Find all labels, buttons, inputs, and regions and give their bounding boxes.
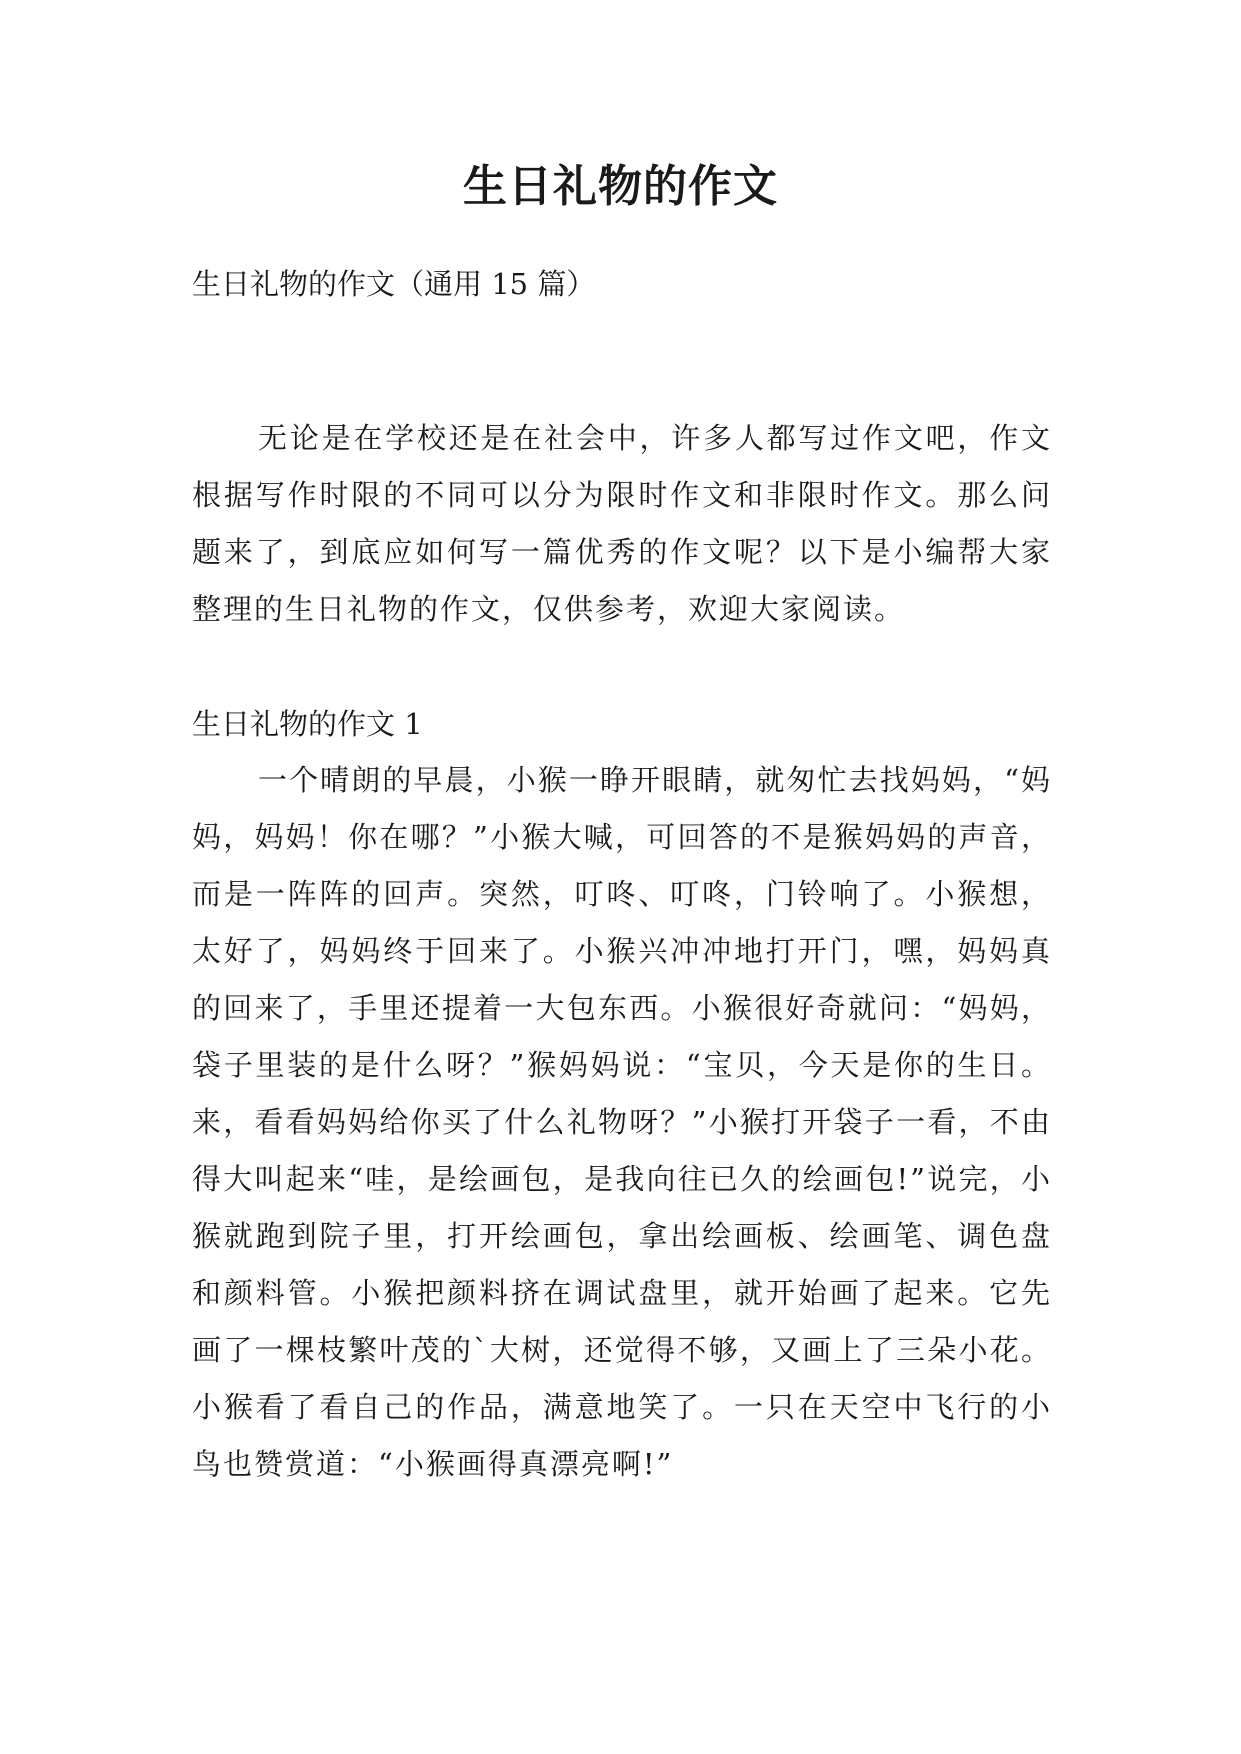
section-heading: 生日礼物的作文 1	[192, 707, 423, 741]
intro-paragraph: 无论是在学校还是在社会中，许多人都写过作文吧，作文根据写作时限的不同可以分为限时作文和非限时作文。那么问题来了，到底应如何写一篇优秀的作文呢？以下是小编帮大家整理的生日礼物的作文，仅供参考，欢迎大家阅读。	[192, 421, 1052, 626]
essay-paragraph: 一个晴朗的早晨，小猴一睁开眼睛，就匆忙去找妈妈，“妈妈，妈妈！你在哪？”小猴大喊，可回答的不是猴妈妈的声音，而是一阵阵的回声。突然，叮咚、叮咚，门铃响了。小猴想，太好了，妈妈终于回来了。小猴兴冲冲地打开门，嘿，妈妈真的回来了，手里还提着一大包东西。小猴很好奇就问：“妈妈，袋子里装的是什么呀？”猴妈妈说：“宝贝，今天是你的生日。来，看看妈妈给你买了什么礼物呀？”小猴打开袋子一看，不由得大叫起来“哇，是绘画包，是我向往已久的绘画包!”说完，小猴就跑到院子里，打开绘画包，拿出绘画板、绘画笔、调色盘和颜料管。小猴把颜料挤在调试盘里，就开始画了起来。它先画了一棵枝繁叶茂的`大树，还觉得不够，又画上了三朵小花。小猴看了看自己的作品，满意地笑了。一只在天空中飞行的小鸟也赞赏道：“小猴画得真漂亮啊!”	[192, 763, 1052, 1481]
document-subtitle: 生日礼物的作文（通用 15 篇）	[192, 267, 596, 301]
document-title: 生日礼物的作文	[463, 161, 778, 212]
